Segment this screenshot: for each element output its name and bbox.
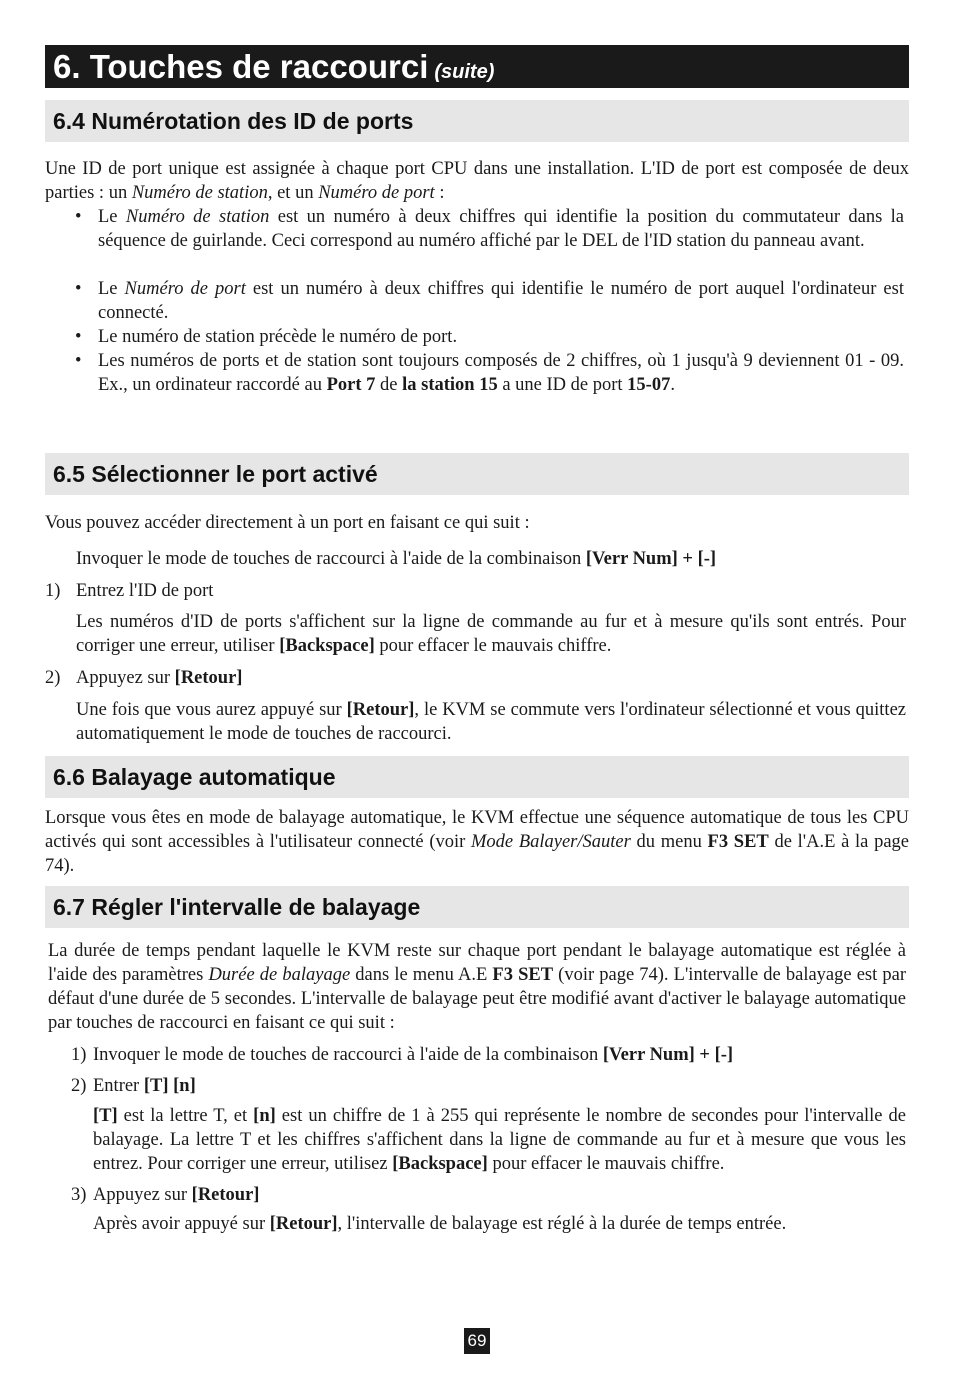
s67-step-2-desc: [T] est la lettre T, et [n] est un chiffre de 1 à 255 qui représente le nombre de secondes pour l'intervalle de balayage. La lettre T et les chiffres s'affichent dans la ligne de commande au fur et à mesure que vous les entrez. Pour corriger une erreur, utilisez [Backspace] pour effacer le mauvais chiffre. [93,1106,906,1174]
s65-step-1: Entrez l'ID de port [76,581,214,601]
section-heading-6-5: 6.5 Sélectionner le port activé [45,453,909,495]
s67-step-3: Appuyez sur [Retour] [93,1185,260,1205]
s66-text: Lorsque vous êtes en mode de balayage automatique, le KVM effectue une séquence automatique de tous les CPU activés qui sont accessibles à l'utilisateur connecté (voir Mode Balayer/Sauter du menu F3 SET de l'A.E à la page 74). [45,808,909,876]
section-heading-6-7: 6.7 Régler l'intervalle de balayage [45,886,909,928]
bullet-dot: • [75,351,82,371]
step-number: 3) [71,1185,87,1205]
s67-step-3-desc: Après avoir appuyé sur [Retour], l'intervalle de balayage est réglé à la durée de temps entrée. [93,1214,787,1234]
s64-bullet-2: Le Numéro de port est un numéro à deux chiffres qui identifie le numéro de port auquel l'ordinateur est connecté. [98,279,904,323]
section-heading-6-4: 6.4 Numérotation des ID de ports [45,100,909,142]
step-number: 1) [45,581,61,601]
s64-bullet-1: Le Numéro de station est un numéro à deux chiffres qui identifie la position du commutateur dans la séquence de guirlande. Ceci correspond au numéro affiché par le DEL de l'ID station du panneau avant. [98,207,904,251]
step-number: 2) [71,1076,87,1096]
page-number: 69 [464,1328,490,1354]
section-heading-6-6: 6.6 Balayage automatique [45,756,909,798]
s65-intro: Vous pouvez accéder directement à un port en faisant ce qui suit : [45,513,530,533]
s64-bullet-4: Les numéros de ports et de station sont toujours composés de 2 chiffres, où 1 jusqu'à 9 deviennent 01 - 09. Ex., un ordinateur raccordé au Port 7 de la station 15 a une ID de port 15-07. [98,351,904,395]
s65-step-2-desc: Une fois que vous aurez appuyé sur [Retour], le KVM se commute vers l'ordinateur sélectionné et vous quittez automatiquement le mode de touches de raccourci. [76,700,906,744]
s67-intro: La durée de temps pendant laquelle le KVM reste sur chaque port pendant le balayage automatique est réglée à l'aide des paramètres Durée de balayage dans le menu A.E F3 SET (voir page 74). L'intervalle de balayage est par défaut d'une durée de 5 secondes. L'intervalle de balayage peut être modifié avant d'activer le balayage automatique par touches de raccourci en faisant ce qui suit : [48,941,906,1033]
bullet-dot: • [75,207,82,227]
chapter-title-sub: (suite) [434,61,495,83]
s65-step-2: Appuyez sur [Retour] [76,668,243,688]
s65-step-1-desc: Les numéros d'ID de ports s'affichent sur la ligne de commande au fur et à mesure qu'ils sont entrés. Pour corriger une erreur, utiliser [Backspace] pour effacer le mauvais chiffre. [76,612,906,656]
step-number: 1) [71,1045,87,1065]
s64-intro: Une ID de port unique est assignée à chaque port CPU dans une installation. L'ID de port est composée de deux parties : un Numéro de station, et un Numéro de port : [45,159,909,203]
step-number: 2) [45,668,61,688]
s64-bullet-3: Le numéro de station précède le numéro de port. [98,327,458,347]
bullet-dot: • [75,279,82,299]
s65-step-0: Invoquer le mode de touches de raccourci à l'aide de la combinaison [Verr Num] + [-] [76,549,717,569]
s67-step-2: Entrer [T] [n] [93,1076,196,1096]
s67-step-1: Invoquer le mode de touches de raccourci à l'aide de la combinaison [Verr Num] + [-] [93,1045,734,1065]
bullet-dot: • [75,327,82,347]
chapter-title [45,45,909,88]
chapter-title-main: 6. Touches de raccourci [53,48,429,85]
